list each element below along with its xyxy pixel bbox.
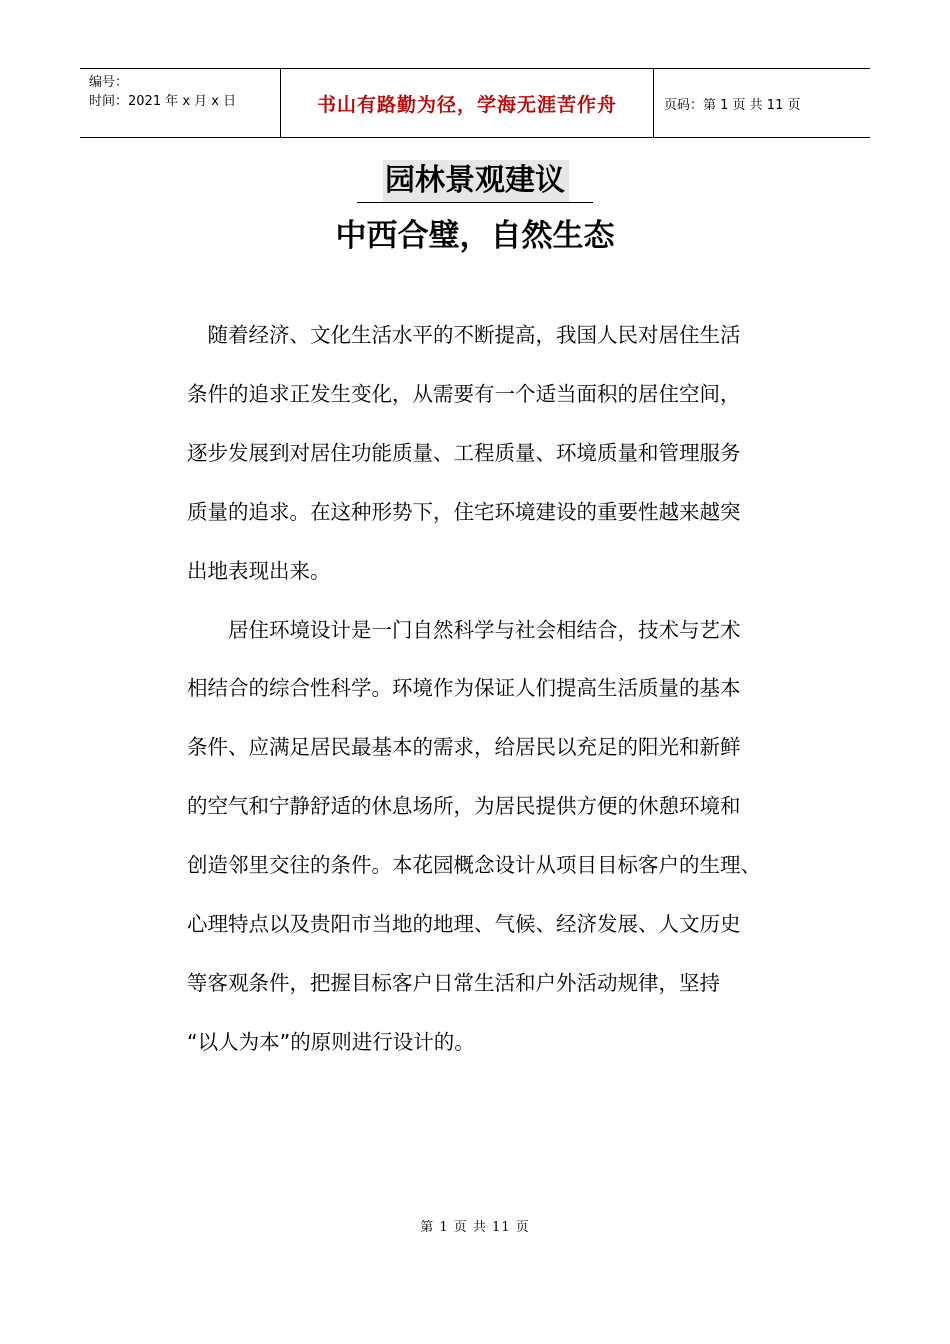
body-line: 心理特点以及贵阳市当地的地理、气候、经济发展、人文历史	[187, 912, 741, 937]
header-motto: 书山有路勤为径，学海无涯苦作舟	[281, 69, 654, 137]
body-line: 居住环境设计是一门自然科学与社会相结合，技术与艺术	[187, 617, 741, 642]
body-line: 的空气和宁静舒适的休息场所，为居民提供方便的休憩环境和	[187, 794, 741, 819]
header-meta	[80, 69, 281, 137]
body-line: 质量的追求。在这种形势下，住宅环境建设的重要性越来越突	[187, 499, 741, 524]
body-line: 逐步发展到对居住功能质量、工程质量、环境质量和管理服务	[187, 440, 741, 465]
body-line: 等客观条件，把握目标客户日常生活和户外活动规律，坚持	[187, 970, 720, 995]
header-time-label: 时间：2021 年 x 月 x 日	[89, 94, 237, 109]
body-line: 出地表现出来。	[187, 558, 331, 583]
body-line: “以人为本”的原则进行设计的。	[187, 1029, 475, 1054]
body-line: 随着经济、文化生活水平的不断提高，我国人民对居住生活	[187, 323, 741, 347]
page-header	[80, 68, 870, 138]
body-line: 相结合的综合性科学。环境作为保证人们提高生活质量的基本	[187, 676, 741, 701]
document-subtitle: 中西合璧，自然生态	[335, 218, 615, 254]
document-body	[187, 306, 817, 1072]
body-line: 条件、应满足居民最基本的需求，给居民以充足的阳光和新鲜	[187, 735, 741, 760]
document-title-text: 园林景观建议	[357, 160, 593, 203]
page-footer: 第 1 页 共 11 页	[420, 1220, 530, 1235]
document-title	[0, 160, 950, 203]
header-page-info: 页码：第 1 页 共 11 页	[664, 97, 801, 113]
body-line: 条件的追求正发生变化，从需要有一个适当面积的居住空间，	[187, 381, 741, 406]
body-line: 创造邻里交往的条件。本花园概念设计从项目目标客户的生理、	[187, 853, 761, 878]
header-number-label: 编号：	[89, 75, 129, 90]
